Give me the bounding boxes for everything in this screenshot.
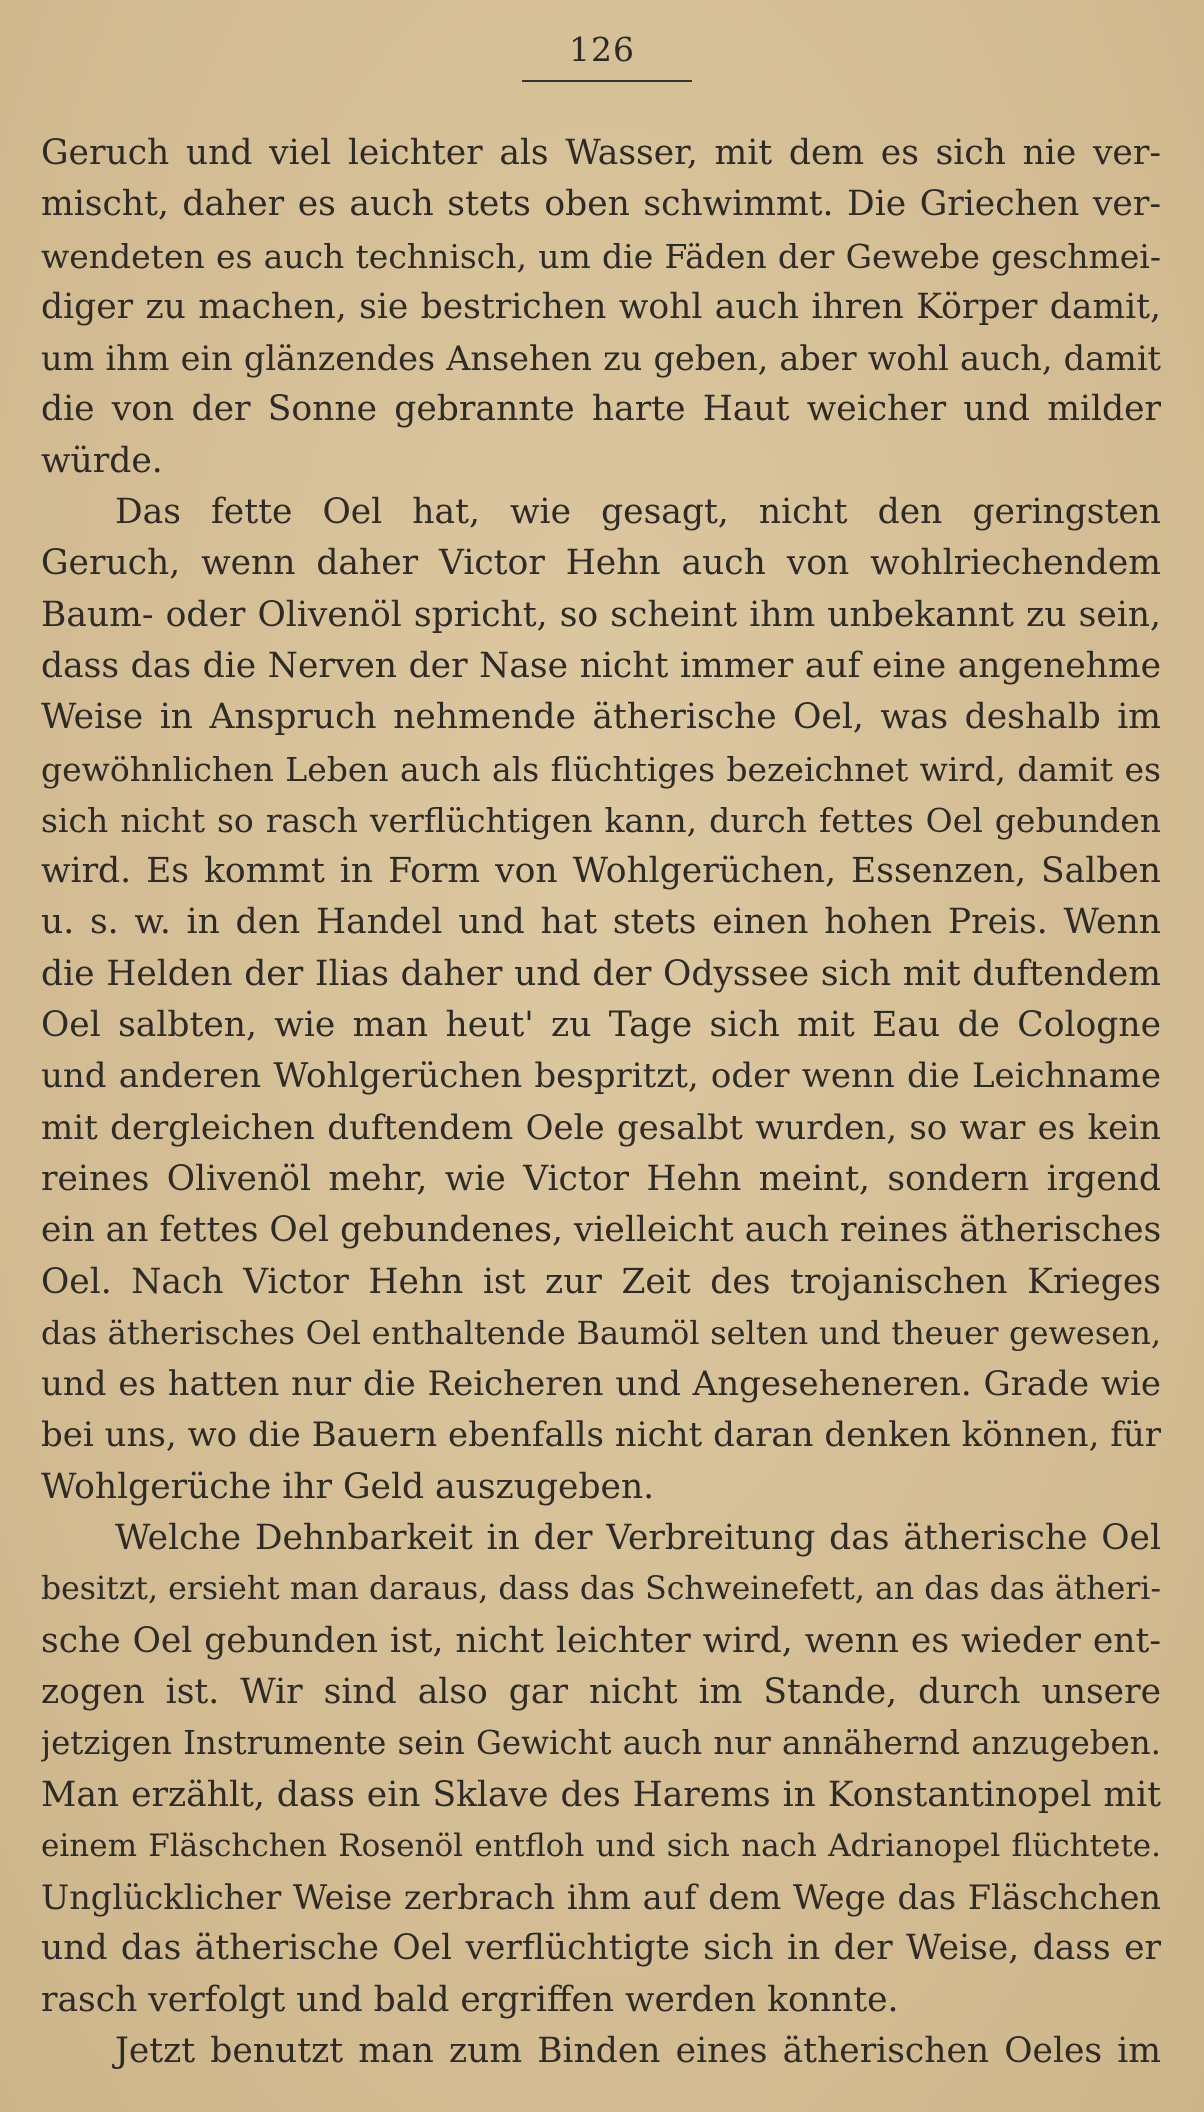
text-line: die Helden der Ilias daher und der Odyssee sich mit duftendem <box>41 953 1161 994</box>
text-line: wird. Es kommt in Form von Wohlgerüchen, Essenzen, Salben <box>41 851 1161 892</box>
text-line: reines Olivenöl mehr, wie Victor Hehn meint, sondern irgend <box>41 1158 1161 1199</box>
text-line: Jetzt benutzt man zum Binden eines ätherischen Oeles im <box>115 2030 1161 2071</box>
text-line: und das ätherische Oel verflüchtigte sich in der Weise, dass er <box>41 1928 1161 1969</box>
text-line: mischt, daher es auch stets oben schwimmt. Die Griechen ver- <box>41 184 1161 225</box>
text-line: Oel salbten, wie man heut' zu Tage sich mit Eau de Cologne <box>41 1005 1161 1046</box>
text-line: Welche Dehnbarkeit in der Verbreitung das ätherische Oel <box>115 1518 1161 1559</box>
body-text <box>41 128 1161 2077</box>
text-line: u. s. w. in den Handel und hat stets einen hohen Preis. Wenn <box>41 902 1161 943</box>
text-line: sich nicht so rasch verflüchtigen kann, durch fettes Oel gebunden <box>41 800 1161 840</box>
text-line: um ihm ein glänzendes Ansehen zu geben, aber wohl auch, damit <box>41 339 1161 379</box>
text-line: dass das die Nerven der Nase nicht immer auf eine angenehme <box>41 645 1161 686</box>
text-line: Unglücklicher Weise zerbrach ihm auf dem Wege das Fläschchen <box>41 1878 1161 1918</box>
header-rule <box>522 80 692 82</box>
text-line: ein an fettes Oel gebundenes, vielleicht auch reines ätherisches <box>41 1210 1161 1251</box>
text-line: und es hatten nur die Reicheren und Angeseheneren. Grade wie <box>41 1364 1161 1405</box>
text-line: Geruch, wenn daher Victor Hehn auch von wohlriechendem <box>41 543 1161 584</box>
text-line: das ätherisches Oel enthaltende Baumöl selten und theuer gewesen, <box>41 1313 1161 1352</box>
text-line: und anderen Wohlgerüchen bespritzt, oder wenn die Leichname <box>41 1056 1161 1097</box>
text-line: besitzt, ersieht man daraus, dass das Schweinefett, an das das ätheri- <box>41 1571 1161 1608</box>
text-line: gewöhnlichen Leben auch als flüchtiges bezeichnet wird, damit es <box>41 749 1161 789</box>
text-line: Baum- oder Olivenöl spricht, so scheint ihm unbekannt zu sein, <box>41 594 1161 635</box>
text-line: mit dergleichen duftendem Oele gesalbt wurden, so war es kein <box>41 1107 1161 1148</box>
text-line: die von der Sonne gebrannte harte Haut weicher und milder <box>41 389 1161 430</box>
text-line: wendeten es auch technisch, um die Fäden der Gewebe geschmei- <box>41 236 1161 276</box>
text-line: Geruch und viel leichter als Wasser, mit dem es sich nie ver- <box>41 133 1161 173</box>
text-line: Wohlgerüche ihr Geld auszugeben. <box>41 1466 655 1507</box>
text-line: Weise in Anspruch nehmende ätherische Oel, was deshalb im <box>41 697 1161 738</box>
text-line: jetzigen Instrumente sein Gewicht auch nur annähernd anzugeben. <box>41 1724 1161 1763</box>
text-line: Das fette Oel hat, wie gesagt, nicht den geringsten <box>115 492 1161 533</box>
text-line: Man erzählt, dass ein Sklave des Harems in Konstantinopel mit <box>41 1774 1161 1815</box>
text-line: rasch verfolgt und bald ergriffen werden konnte. <box>41 1979 899 2020</box>
text-line: bei uns, wo die Bauern ebenfalls nicht daran denken können, für <box>41 1415 1161 1456</box>
text-line: zogen ist. Wir sind also gar nicht im Stande, durch unsere <box>41 1671 1161 1712</box>
text-line: diger zu machen, sie bestrichen wohl auch ihren Körper damit, <box>41 286 1161 327</box>
text-line: sche Oel gebunden ist, nicht leichter wird, wenn es wieder ent- <box>41 1620 1161 1661</box>
text-line: einem Fläschchen Rosenöl entfloh und sich nach Adrianopel flüchtete. <box>41 1827 1161 1864</box>
text-line: Oel. Nach Victor Hehn ist zur Zeit des trojanischen Krieges <box>41 1261 1161 1302</box>
page-number: 126 <box>569 30 635 69</box>
text-line: würde. <box>41 440 163 481</box>
